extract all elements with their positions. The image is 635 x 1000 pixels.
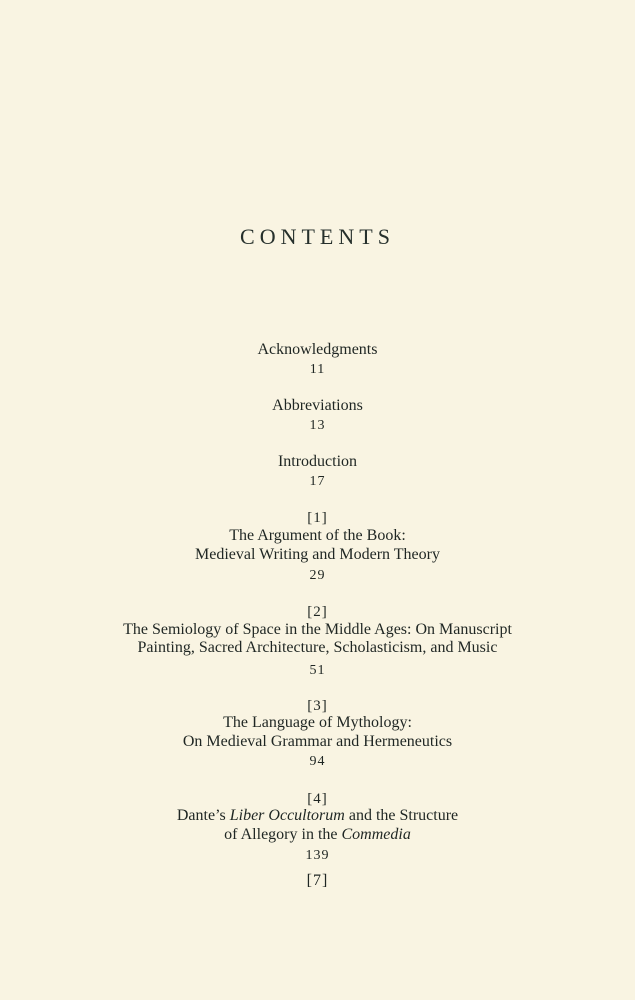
toc-entry-title: Painting, Sacred Architecture, Scholasticism, and Music xyxy=(137,639,498,656)
toc-entry-page: 13 xyxy=(309,418,326,433)
toc-title-text: of Allegory in the xyxy=(224,826,342,843)
toc-entry-page: 139 xyxy=(305,848,330,863)
toc-title-text: Dante’s xyxy=(176,807,230,824)
toc-title-italic: Liber Occultorum xyxy=(229,807,345,824)
toc-chapter-number: [1] xyxy=(307,510,328,526)
toc-entry-title: The Argument of the Book: xyxy=(229,527,406,544)
toc-entry-page: 17 xyxy=(309,474,326,489)
toc-entry-title xyxy=(0,806,635,826)
toc-entry-title: Medieval Writing and Modern Theory xyxy=(195,546,440,563)
page-folio: [7] xyxy=(306,872,329,889)
toc-entry-title xyxy=(0,825,635,845)
toc-chapter-number: [2] xyxy=(307,604,328,620)
page-title: CONTENTS xyxy=(240,224,395,249)
toc-entry-title: Abbreviations xyxy=(272,397,363,414)
toc-chapter-number: [4] xyxy=(307,791,328,807)
toc-entry-page: 29 xyxy=(309,568,326,583)
toc-entry-title: The Semiology of Space in the Middle Ages: On Manuscript xyxy=(123,621,512,638)
toc-title-text: and the Structure xyxy=(344,807,459,824)
toc-entry-title: On Medieval Grammar and Hermeneutics xyxy=(182,733,453,750)
toc-entry-title: Acknowledgments xyxy=(257,341,378,358)
toc-entry-page: 94 xyxy=(309,754,326,769)
toc-entry-page: 11 xyxy=(309,362,326,377)
toc-entry-title: The Language of Mythology: xyxy=(223,714,412,731)
toc-chapter-number: [3] xyxy=(307,698,328,714)
toc-entry-page: 51 xyxy=(309,663,326,678)
toc-title-italic: Commedia xyxy=(341,826,411,843)
toc-entry-title: Introduction xyxy=(277,453,358,470)
